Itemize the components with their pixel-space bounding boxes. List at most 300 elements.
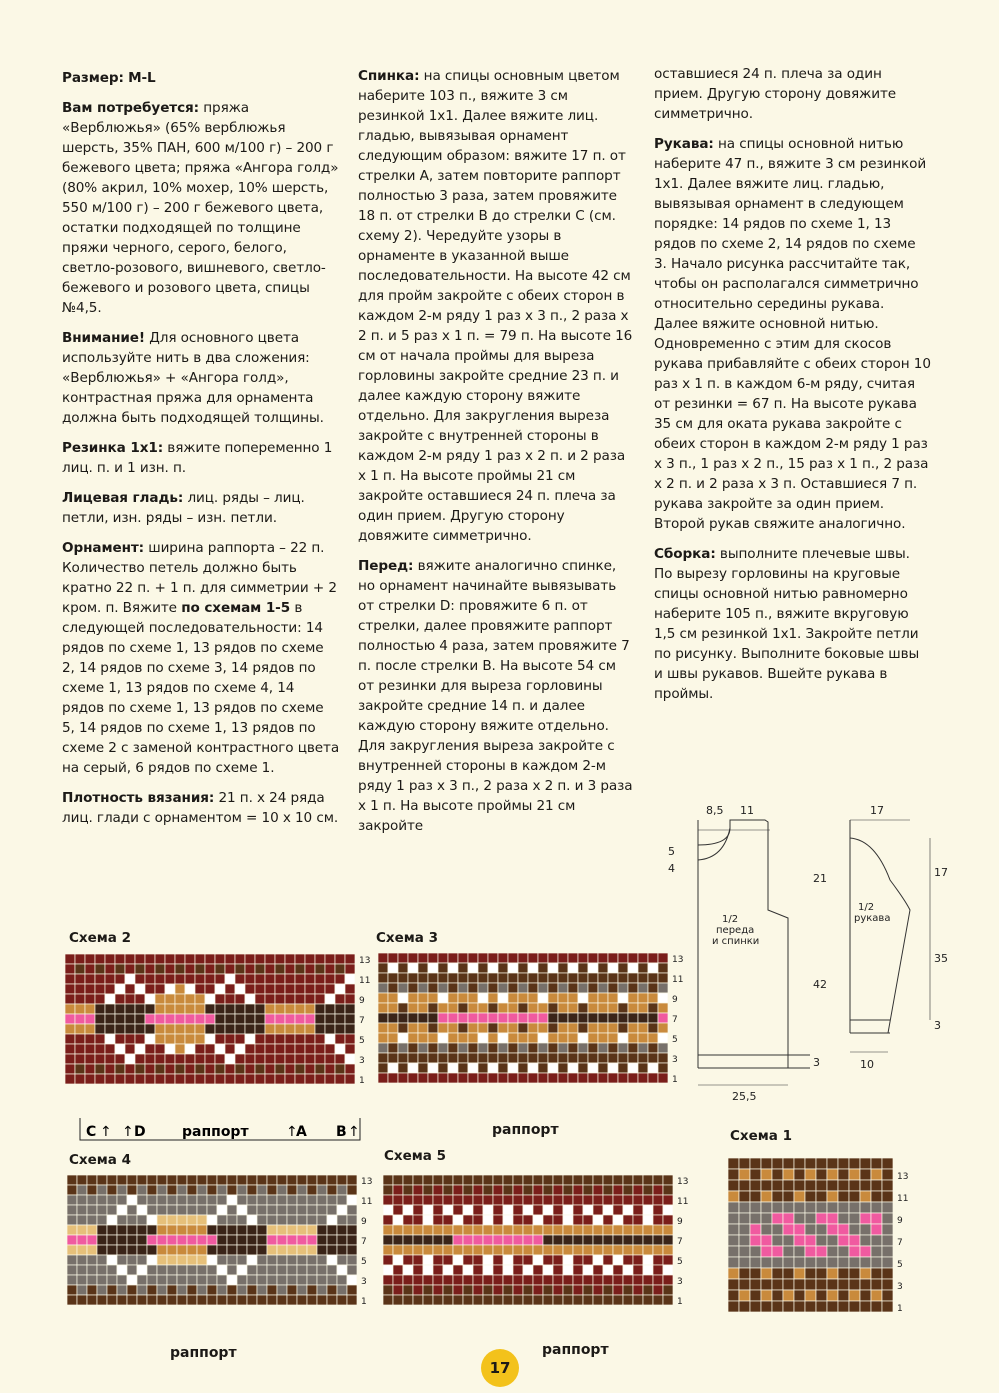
chart-cell — [378, 1033, 388, 1043]
chart-cell — [618, 983, 628, 993]
chart-cell — [177, 1245, 187, 1255]
chart-cell — [633, 1295, 643, 1305]
chart-cell — [443, 1245, 453, 1255]
chart-cell — [267, 1195, 277, 1205]
chart-cell — [378, 963, 388, 973]
chart-cell — [772, 1191, 783, 1202]
chart-cell — [568, 1033, 578, 1043]
chart-cell — [227, 1255, 237, 1265]
chart-cell — [849, 1246, 860, 1257]
chart-cell — [325, 974, 335, 984]
chart-cell — [618, 993, 628, 1003]
chart-cell — [135, 1074, 145, 1084]
chart-cell — [528, 953, 538, 963]
chart-cell — [578, 1003, 588, 1013]
chart-cell — [623, 1205, 633, 1215]
chart-cell — [518, 1013, 528, 1023]
chart-cell — [347, 1245, 357, 1255]
dim-35: 35 — [934, 952, 948, 965]
chart-cell — [383, 1265, 393, 1275]
chart-cell — [105, 1014, 115, 1024]
chart-cell — [663, 1175, 673, 1185]
chart-cell — [528, 1023, 538, 1033]
chart-cell — [827, 1169, 838, 1180]
chart-cell — [335, 1024, 345, 1034]
chart-cell — [816, 1257, 827, 1268]
row-number: 9 — [359, 996, 365, 1006]
chart-cell — [307, 1175, 317, 1185]
chart-cell — [215, 984, 225, 994]
chart-cell — [827, 1202, 838, 1213]
chart-cell — [849, 1235, 860, 1246]
chart-cell — [623, 1195, 633, 1205]
chart-cell — [177, 1225, 187, 1235]
chart-cell — [145, 1034, 155, 1044]
chart-cell — [97, 1185, 107, 1195]
chart-cell — [573, 1185, 583, 1195]
chart-cell — [838, 1290, 849, 1301]
chart-cell — [215, 1074, 225, 1084]
chart-cell — [205, 954, 215, 964]
chart-cell — [187, 1215, 197, 1225]
chart-cell — [257, 1175, 267, 1185]
chart-cell — [860, 1246, 871, 1257]
chart-cell — [538, 1073, 548, 1083]
chart-cell — [488, 963, 498, 973]
chart-cell — [127, 1185, 137, 1195]
chart-cell — [145, 1064, 155, 1074]
chart-cell — [147, 1175, 157, 1185]
chart-cell — [523, 1175, 533, 1185]
chart-cell — [165, 1014, 175, 1024]
chart-cell — [87, 1255, 97, 1265]
chart-cell — [513, 1295, 523, 1305]
chart-cell — [458, 1063, 468, 1073]
chart-cell — [345, 964, 355, 974]
chart-cell — [648, 983, 658, 993]
chart-cell — [307, 1265, 317, 1275]
chart-cell — [105, 994, 115, 1004]
chart-cell — [127, 1225, 137, 1235]
dim-10: 10 — [860, 1058, 874, 1071]
chart-cell — [871, 1213, 882, 1224]
chart-cell — [423, 1185, 433, 1195]
chart-cell — [538, 1063, 548, 1073]
chart-cell — [882, 1191, 893, 1202]
chart-cell — [177, 1255, 187, 1265]
chart-cell — [433, 1225, 443, 1235]
chart-cell — [235, 984, 245, 994]
chart-cell — [137, 1185, 147, 1195]
chart-cell — [217, 1215, 227, 1225]
chart-cell — [593, 1175, 603, 1185]
chart-cell — [523, 1265, 533, 1275]
chart-cell — [147, 1185, 157, 1195]
chart-cell — [849, 1290, 860, 1301]
chart-cell — [307, 1275, 317, 1285]
chart-cell — [227, 1185, 237, 1195]
chart-cell — [77, 1275, 87, 1285]
chart-cell — [245, 1044, 255, 1054]
chart-cell — [513, 1255, 523, 1265]
chart-cell — [871, 1268, 882, 1279]
chart-cell — [603, 1215, 613, 1225]
chart-cell — [548, 1053, 558, 1063]
chart-cell — [87, 1185, 97, 1195]
chart-cell — [335, 1074, 345, 1084]
chart-cell — [195, 1064, 205, 1074]
chart-cell — [423, 1295, 433, 1305]
chart-cell — [235, 974, 245, 984]
chart-cell — [503, 1295, 513, 1305]
chart-cell — [508, 1063, 518, 1073]
chart-cell — [393, 1285, 403, 1295]
chart-cell — [235, 1004, 245, 1014]
chart-cell — [347, 1225, 357, 1235]
chart-cell — [255, 1014, 265, 1024]
chart-cell — [235, 1024, 245, 1034]
chart-cell — [227, 1285, 237, 1295]
chart-cell — [468, 953, 478, 963]
chart-cell — [503, 1245, 513, 1255]
chart-cell — [794, 1246, 805, 1257]
chart-cell — [85, 1004, 95, 1014]
chart-cell — [295, 974, 305, 984]
chart-cell — [543, 1295, 553, 1305]
chart-cell — [157, 1255, 167, 1265]
chart-cell — [197, 1225, 207, 1235]
chart-cell — [247, 1245, 257, 1255]
chart-cell — [165, 994, 175, 1004]
chart-cell — [398, 1073, 408, 1083]
chart-cell — [838, 1246, 849, 1257]
chart-cell — [185, 1044, 195, 1054]
chart-cell — [155, 1054, 165, 1064]
chart-cell — [115, 1054, 125, 1064]
chart-cell — [648, 953, 658, 963]
rib-text: вяжите попеременно 1 лиц. п. и 1 изн. п. — [62, 440, 333, 476]
chart-cell — [285, 1014, 295, 1024]
chart-cell — [643, 1285, 653, 1295]
chart-cell — [97, 1195, 107, 1205]
chart-cell — [277, 1225, 287, 1235]
chart-cell — [97, 1215, 107, 1225]
chart-cell — [307, 1255, 317, 1265]
chart-cell — [345, 1014, 355, 1024]
chart-cell — [613, 1195, 623, 1205]
chart-cell — [237, 1285, 247, 1295]
chart-cell — [498, 1073, 508, 1083]
chart-cell — [175, 984, 185, 994]
chart-cell — [277, 1265, 287, 1275]
chart-cell — [378, 983, 388, 993]
chart-cell — [65, 954, 75, 964]
chart-cell — [628, 953, 638, 963]
chart-3-title: Схема 3 — [376, 930, 439, 946]
chart-cell — [147, 1265, 157, 1275]
chart-cell — [185, 954, 195, 964]
chart-cell — [147, 1195, 157, 1205]
chart-cell — [418, 1043, 428, 1053]
chart-cell — [195, 1024, 205, 1034]
chart-cell — [443, 1285, 453, 1295]
chart-cell — [207, 1195, 217, 1205]
chart-cell — [578, 1073, 588, 1083]
row-number: 1 — [677, 1297, 683, 1307]
chart-cell — [67, 1195, 77, 1205]
chart-cell — [247, 1235, 257, 1245]
chart-cell — [67, 1255, 77, 1265]
chart-cell — [275, 1014, 285, 1024]
chart-cell — [483, 1225, 493, 1235]
chart-cell — [772, 1235, 783, 1246]
chart-cell — [588, 1033, 598, 1043]
chart-cell — [217, 1185, 227, 1195]
chart-cell — [205, 1014, 215, 1024]
chart-cell — [849, 1213, 860, 1224]
chart-cell — [413, 1195, 423, 1205]
chart-cell — [105, 964, 115, 974]
chart-cell — [503, 1205, 513, 1215]
chart-cell — [783, 1257, 794, 1268]
chart-cell — [553, 1235, 563, 1245]
chart-cell — [548, 963, 558, 973]
density-text: 21 п. х 24 ряда лиц. глади с орнаментом = 10 х 10 см. — [62, 790, 339, 826]
chart-cell — [538, 953, 548, 963]
chart-cell — [448, 973, 458, 983]
chart-cell — [583, 1195, 593, 1205]
chart-cell — [628, 1073, 638, 1083]
chart-cell — [187, 1205, 197, 1215]
chart-cell — [528, 1033, 538, 1043]
chart-cell — [783, 1246, 794, 1257]
chart-cell — [197, 1235, 207, 1245]
chart-cell — [217, 1205, 227, 1215]
chart-cell — [155, 974, 165, 984]
chart-cell — [77, 1285, 87, 1295]
chart-cell — [478, 983, 488, 993]
chart-cell — [257, 1255, 267, 1265]
arrow-a: A — [296, 1124, 307, 1140]
garment-schematic — [660, 800, 990, 1110]
chart-cell — [593, 1245, 603, 1255]
chart-cell — [438, 983, 448, 993]
chart-cell — [618, 1013, 628, 1023]
chart-cell — [325, 1004, 335, 1014]
dim-5: 5 — [668, 845, 675, 858]
chart-cell — [408, 1033, 418, 1043]
chart-cell — [563, 1265, 573, 1275]
chart-cell — [473, 1225, 483, 1235]
chart-cell — [588, 1073, 598, 1083]
chart-cell — [638, 1023, 648, 1033]
chart-cell — [653, 1255, 663, 1265]
chart-cell — [185, 1074, 195, 1084]
chart-cell — [317, 1195, 327, 1205]
chart-cell — [827, 1268, 838, 1279]
chart-cell — [217, 1285, 227, 1295]
arrow-up-icon: ↑ — [122, 1124, 134, 1140]
chart-cell — [155, 984, 165, 994]
chart-cell — [533, 1205, 543, 1215]
chart-cell — [518, 1023, 528, 1033]
chart-cell — [613, 1285, 623, 1295]
chart-cell — [95, 974, 105, 984]
chart-cell — [750, 1224, 761, 1235]
chart-cell — [849, 1180, 860, 1191]
chart-cell — [125, 1024, 135, 1034]
chart-cell — [155, 1004, 165, 1014]
chart-cell — [553, 1275, 563, 1285]
chart-cell — [533, 1245, 543, 1255]
chart-cell — [558, 1013, 568, 1023]
chart-cell — [860, 1213, 871, 1224]
chart-cell — [175, 1014, 185, 1024]
chart-cell — [463, 1265, 473, 1275]
chart-cell — [783, 1213, 794, 1224]
chart-cell — [205, 1074, 215, 1084]
chart-cell — [227, 1175, 237, 1185]
chart-cell — [558, 983, 568, 993]
dim-8-5: 8,5 — [706, 804, 724, 817]
chart-cell — [235, 1034, 245, 1044]
chart-cell — [125, 1014, 135, 1024]
chart-cell — [463, 1225, 473, 1235]
materials-text: пряжа «Верблюжья» (65% верблюжья шерсть, 35% ПАН, 600 м/100 г) – 200 г бежевого цвета; пряжа «Ангора голд» (80% акрил, 10% мохер, 10% шерсть, 550 м/100 г) – 200 г бежевого цвета, остатки подходящей по толщине пряжи черного, серого, белого, светло-розового, вишневого, светло-бежевого и розового цвета, спицы №4,5. — [62, 100, 339, 316]
chart-cell — [428, 1013, 438, 1023]
chart-cell — [107, 1295, 117, 1305]
chart-cell — [275, 1064, 285, 1074]
chart-cell — [728, 1257, 739, 1268]
chart-cell — [207, 1285, 217, 1295]
chart-cell — [538, 1003, 548, 1013]
chart-cell — [125, 954, 135, 964]
sleeve-label-1: 1/2 — [858, 902, 875, 913]
chart-cell — [215, 1024, 225, 1034]
chart-cell — [543, 1175, 553, 1185]
chart-cell — [583, 1265, 593, 1275]
chart-cell — [65, 1024, 75, 1034]
chart-cell — [458, 953, 468, 963]
chart-cell — [327, 1235, 337, 1245]
chart-cell — [783, 1235, 794, 1246]
chart-cell — [127, 1195, 137, 1205]
chart-cell — [453, 1235, 463, 1245]
chart-cell — [628, 1053, 638, 1063]
chart-cell — [393, 1185, 403, 1195]
chart-cell — [285, 964, 295, 974]
chart-cell — [658, 1033, 668, 1043]
chart-cell — [433, 1175, 443, 1185]
chart-cell — [739, 1257, 750, 1268]
chart-cell — [147, 1285, 157, 1295]
chart-cell — [827, 1224, 838, 1235]
row-number: 1 — [359, 1076, 365, 1086]
chart-cell — [65, 1074, 75, 1084]
chart-cell — [663, 1295, 673, 1305]
chart-cell — [473, 1255, 483, 1265]
chart-cell — [388, 1033, 398, 1043]
chart-cell — [107, 1215, 117, 1225]
chart-cell — [573, 1265, 583, 1275]
chart-cell — [247, 1215, 257, 1225]
chart-cell — [347, 1275, 357, 1285]
chart-cell — [563, 1255, 573, 1265]
chart-cell — [618, 1053, 628, 1063]
chart-cell — [65, 1064, 75, 1074]
chart-cell — [438, 1063, 448, 1073]
chart-cell — [245, 1064, 255, 1074]
chart-1-title: Схема 1 — [730, 1128, 793, 1144]
chart-cell — [838, 1213, 849, 1224]
chart-cell — [648, 1023, 658, 1033]
chart-cell — [157, 1285, 167, 1295]
chart-cell — [488, 953, 498, 963]
chart-cell — [613, 1225, 623, 1235]
chart-cell — [563, 1195, 573, 1205]
chart-cell — [418, 993, 428, 1003]
chart-cell — [423, 1235, 433, 1245]
chart-cell — [553, 1215, 563, 1225]
chart-cell — [297, 1225, 307, 1235]
chart-cell — [393, 1225, 403, 1235]
chart-cell — [257, 1295, 267, 1305]
chart-cell — [207, 1265, 217, 1275]
chart-cell — [438, 993, 448, 1003]
row-number: 5 — [361, 1257, 367, 1267]
chart-cell — [217, 1175, 227, 1185]
chart-cell — [583, 1245, 593, 1255]
chart-cell — [663, 1275, 673, 1285]
chart-cell — [438, 1053, 448, 1063]
chart-cell — [325, 994, 335, 1004]
chart-cell — [177, 1195, 187, 1205]
chart-cell — [583, 1215, 593, 1225]
chart-cell — [197, 1175, 207, 1185]
chart-cell — [513, 1195, 523, 1205]
chart-cell — [628, 1063, 638, 1073]
row-number: 11 — [359, 976, 371, 986]
chart-cell — [225, 994, 235, 1004]
chart-cell — [658, 1003, 668, 1013]
chart-cell — [215, 994, 225, 1004]
chart-cell — [315, 964, 325, 974]
chart-cell — [493, 1235, 503, 1245]
chart-cell — [458, 993, 468, 1003]
chart-cell — [337, 1245, 347, 1255]
chart-cell — [95, 1004, 105, 1014]
chart-cell — [443, 1205, 453, 1215]
chart-cell — [335, 1054, 345, 1064]
chart-cell — [383, 1255, 393, 1265]
arrow-up-icon: ↑ — [286, 1124, 298, 1140]
chart-cell — [448, 1013, 458, 1023]
chart-cell — [305, 1074, 315, 1084]
chart-cell — [418, 1063, 428, 1073]
chart-cell — [137, 1205, 147, 1215]
chart-cell — [548, 1013, 558, 1023]
chart-cell — [838, 1180, 849, 1191]
chart-cell — [633, 1175, 643, 1185]
chart-cell — [860, 1202, 871, 1213]
chart-3 — [378, 953, 688, 1143]
chart-cell — [871, 1224, 882, 1235]
chart-cell — [305, 994, 315, 1004]
chart-cell — [488, 1033, 498, 1043]
chart-cell — [750, 1279, 761, 1290]
chart-cell — [882, 1301, 893, 1312]
chart-cell — [598, 953, 608, 963]
